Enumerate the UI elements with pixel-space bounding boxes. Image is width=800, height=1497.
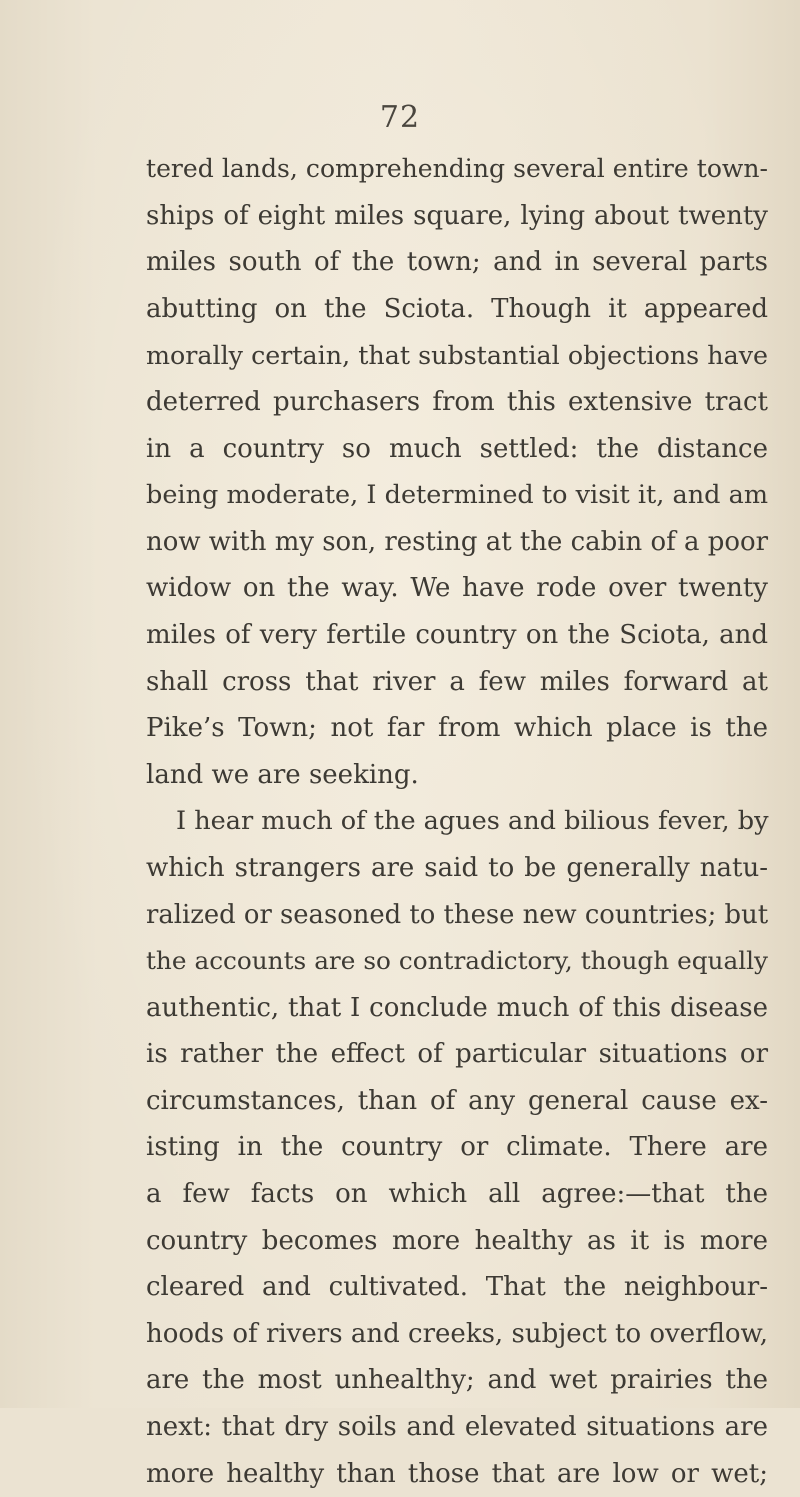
paragraph-2 — [146, 798, 768, 1497]
text-line: authentic, that I conclude much of this disease — [146, 992, 768, 1023]
text-line: cleared and cultivated. That the neighbour- — [146, 1272, 768, 1303]
text-line: Pike’s Town; not far from which place is the — [146, 713, 768, 744]
paragraph-1 — [146, 146, 768, 798]
text-line: the accounts are so contradictory, though equally — [146, 946, 768, 976]
text-line: now with my son, resting at the cabin of a poor — [146, 526, 768, 557]
text-line: morally certain, that substantial objections have — [146, 340, 768, 371]
text-line: shall cross that river a few miles forward at — [146, 666, 768, 697]
text-line: hoods of rivers and creeks, subject to overflow, — [146, 1318, 768, 1349]
text-line: is rather the effect of particular situations or — [146, 1039, 768, 1070]
text-line: a few facts on which all agree:—that the — [146, 1179, 768, 1210]
text-line: abutting on the Sciota. Though it appeared — [146, 293, 768, 324]
text-line: miles of very fertile country on the Sciota, and — [146, 619, 768, 650]
text-line: widow on the way. We have rode over twenty — [146, 573, 768, 604]
text-line: isting in the country or climate. There are — [146, 1132, 768, 1163]
text-line: I hear much of the agues and bilious fever, by — [176, 806, 769, 837]
body-text — [146, 146, 768, 1497]
text-line: deterred purchasers from this extensive tract — [146, 386, 768, 417]
text-line: land we are seeking. — [146, 759, 419, 790]
text-line: ralized or seasoned to these new countries; but — [146, 899, 769, 930]
page-number: 72 — [379, 100, 421, 135]
text-line: next: that dry soils and elevated situations are — [146, 1412, 768, 1443]
text-line: ships of eight miles square, lying about twenty — [146, 200, 768, 231]
text-line: circumstances, than of any general cause ex- — [146, 1085, 768, 1116]
text-line: being moderate, I determined to visit it, and am — [146, 480, 768, 511]
text-line: country becomes more healthy as it is more — [146, 1225, 768, 1256]
text-line: tered lands, comprehending several entire town- — [146, 154, 768, 183]
text-line: are the most unhealthy; and wet prairies the — [146, 1365, 768, 1396]
text-line: which strangers are said to be generally natu- — [146, 852, 768, 883]
text-line: in a country so much settled: the distance — [146, 433, 768, 464]
text-line: miles south of the town; and in several parts — [146, 247, 768, 278]
text-line: more healthy than those that are low or wet; — [146, 1458, 768, 1489]
